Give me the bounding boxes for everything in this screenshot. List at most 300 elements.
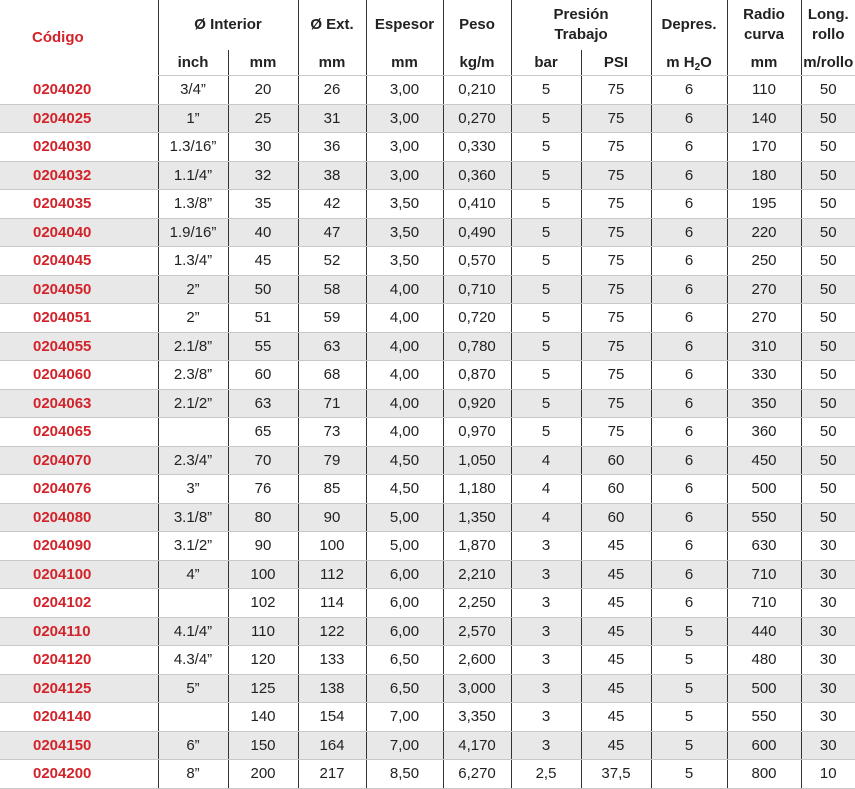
cell-inch: 1.1/4” <box>158 161 228 190</box>
header-presion-line1: Presión <box>553 6 609 23</box>
table-row <box>0 161 855 190</box>
cell-espesor: 8,50 <box>366 760 443 789</box>
header-long-line2: rollo <box>812 26 845 43</box>
header-presion <box>511 0 651 50</box>
table-row <box>0 760 855 789</box>
header-long <box>801 0 855 50</box>
cell-int-mm: 63 <box>228 389 298 418</box>
cell-bar: 3 <box>511 646 581 675</box>
cell-code: 0204051 <box>0 304 158 333</box>
cell-peso: 2,600 <box>443 646 511 675</box>
cell-radio: 140 <box>727 104 801 133</box>
cell-depres: 5 <box>651 731 727 760</box>
cell-bar: 5 <box>511 332 581 361</box>
cell-ext-mm: 38 <box>298 161 366 190</box>
cell-long: 50 <box>801 418 855 447</box>
header-long-line1: Long. <box>807 6 849 23</box>
cell-int-mm: 30 <box>228 133 298 162</box>
cell-peso: 3,000 <box>443 674 511 703</box>
table-row <box>0 218 855 247</box>
cell-ext-mm: 90 <box>298 503 366 532</box>
cell-int-mm: 50 <box>228 275 298 304</box>
cell-psi: 45 <box>581 703 651 732</box>
header-presion-line2: Trabajo <box>554 26 608 43</box>
cell-psi: 45 <box>581 532 651 561</box>
cell-long: 30 <box>801 589 855 618</box>
cell-code: 0204040 <box>0 218 158 247</box>
cell-depres: 6 <box>651 247 727 276</box>
cell-radio: 450 <box>727 446 801 475</box>
cell-espesor: 5,00 <box>366 532 443 561</box>
cell-code: 0204063 <box>0 389 158 418</box>
cell-bar: 4 <box>511 446 581 475</box>
table-row <box>0 446 855 475</box>
cell-peso: 1,050 <box>443 446 511 475</box>
cell-int-mm: 100 <box>228 560 298 589</box>
table-row <box>0 589 855 618</box>
cell-psi: 75 <box>581 418 651 447</box>
cell-ext-mm: 154 <box>298 703 366 732</box>
cell-long: 30 <box>801 674 855 703</box>
cell-ext-mm: 73 <box>298 418 366 447</box>
cell-int-mm: 40 <box>228 218 298 247</box>
cell-psi: 45 <box>581 646 651 675</box>
cell-code: 0204150 <box>0 731 158 760</box>
cell-psi: 45 <box>581 731 651 760</box>
cell-espesor: 7,00 <box>366 731 443 760</box>
cell-espesor: 4,00 <box>366 361 443 390</box>
cell-ext-mm: 42 <box>298 190 366 219</box>
cell-peso: 0,870 <box>443 361 511 390</box>
cell-code: 0204102 <box>0 589 158 618</box>
table-row <box>0 133 855 162</box>
unit-peso: kg/m <box>443 50 511 76</box>
cell-long: 50 <box>801 104 855 133</box>
cell-psi: 60 <box>581 446 651 475</box>
cell-ext-mm: 31 <box>298 104 366 133</box>
cell-peso: 0,710 <box>443 275 511 304</box>
cell-radio: 710 <box>727 589 801 618</box>
cell-int-mm: 120 <box>228 646 298 675</box>
cell-peso: 0,490 <box>443 218 511 247</box>
cell-inch: 1” <box>158 104 228 133</box>
cell-int-mm: 110 <box>228 617 298 646</box>
cell-ext-mm: 85 <box>298 475 366 504</box>
cell-ext-mm: 164 <box>298 731 366 760</box>
cell-int-mm: 51 <box>228 304 298 333</box>
cell-depres: 6 <box>651 532 727 561</box>
cell-inch: 3” <box>158 475 228 504</box>
cell-long: 30 <box>801 703 855 732</box>
cell-bar: 3 <box>511 589 581 618</box>
cell-psi: 45 <box>581 674 651 703</box>
cell-long: 30 <box>801 617 855 646</box>
cell-radio: 800 <box>727 760 801 789</box>
header-interior: Ø Interior <box>158 0 298 50</box>
cell-code: 0204120 <box>0 646 158 675</box>
header-espesor: Espesor <box>366 0 443 50</box>
cell-radio: 630 <box>727 532 801 561</box>
cell-ext-mm: 112 <box>298 560 366 589</box>
cell-long: 10 <box>801 760 855 789</box>
cell-psi: 75 <box>581 133 651 162</box>
cell-bar: 4 <box>511 475 581 504</box>
cell-psi: 37,5 <box>581 760 651 789</box>
cell-espesor: 4,00 <box>366 332 443 361</box>
cell-espesor: 3,50 <box>366 218 443 247</box>
cell-peso: 0,360 <box>443 161 511 190</box>
cell-bar: 5 <box>511 275 581 304</box>
cell-long: 50 <box>801 332 855 361</box>
cell-depres: 6 <box>651 218 727 247</box>
cell-espesor: 3,00 <box>366 104 443 133</box>
cell-inch: 6” <box>158 731 228 760</box>
cell-depres: 6 <box>651 275 727 304</box>
cell-espesor: 6,00 <box>366 617 443 646</box>
cell-peso: 0,210 <box>443 76 511 105</box>
cell-psi: 75 <box>581 161 651 190</box>
unit-bar: bar <box>511 50 581 76</box>
cell-peso: 0,410 <box>443 190 511 219</box>
cell-psi: 75 <box>581 361 651 390</box>
cell-radio: 250 <box>727 247 801 276</box>
cell-radio: 440 <box>727 617 801 646</box>
unit-depres-sub: 2 <box>694 62 701 73</box>
cell-psi: 45 <box>581 617 651 646</box>
cell-psi: 75 <box>581 247 651 276</box>
cell-inch: 3/4” <box>158 76 228 105</box>
cell-int-mm: 45 <box>228 247 298 276</box>
cell-int-mm: 65 <box>228 418 298 447</box>
cell-long: 50 <box>801 275 855 304</box>
cell-espesor: 4,00 <box>366 304 443 333</box>
cell-radio: 500 <box>727 674 801 703</box>
cell-psi: 45 <box>581 560 651 589</box>
cell-bar: 2,5 <box>511 760 581 789</box>
cell-bar: 3 <box>511 674 581 703</box>
cell-peso: 0,920 <box>443 389 511 418</box>
cell-ext-mm: 138 <box>298 674 366 703</box>
cell-bar: 5 <box>511 76 581 105</box>
cell-inch: 4” <box>158 560 228 589</box>
cell-inch <box>158 418 228 447</box>
cell-depres: 5 <box>651 674 727 703</box>
cell-code: 0204140 <box>0 703 158 732</box>
cell-psi: 75 <box>581 304 651 333</box>
cell-peso: 4,170 <box>443 731 511 760</box>
table-row <box>0 389 855 418</box>
cell-bar: 5 <box>511 104 581 133</box>
cell-espesor: 3,50 <box>366 247 443 276</box>
cell-long: 50 <box>801 161 855 190</box>
cell-depres: 6 <box>651 133 727 162</box>
cell-int-mm: 80 <box>228 503 298 532</box>
cell-espesor: 3,00 <box>366 76 443 105</box>
cell-espesor: 4,00 <box>366 418 443 447</box>
cell-inch: 2” <box>158 275 228 304</box>
cell-peso: 0,270 <box>443 104 511 133</box>
cell-ext-mm: 59 <box>298 304 366 333</box>
cell-peso: 3,350 <box>443 703 511 732</box>
table-body <box>0 76 855 789</box>
unit-radio: mm <box>727 50 801 76</box>
cell-espesor: 6,50 <box>366 646 443 675</box>
table-row <box>0 332 855 361</box>
cell-bar: 3 <box>511 560 581 589</box>
cell-peso: 1,870 <box>443 532 511 561</box>
cell-int-mm: 76 <box>228 475 298 504</box>
unit-ext-mm: mm <box>298 50 366 76</box>
cell-code: 0204060 <box>0 361 158 390</box>
table-row <box>0 275 855 304</box>
table-row <box>0 304 855 333</box>
cell-code: 0204055 <box>0 332 158 361</box>
cell-peso: 6,270 <box>443 760 511 789</box>
cell-long: 30 <box>801 560 855 589</box>
cell-espesor: 6,00 <box>366 560 443 589</box>
cell-peso: 2,570 <box>443 617 511 646</box>
header-depres: Depres. <box>651 0 727 50</box>
unit-int-mm: mm <box>228 50 298 76</box>
cell-radio: 180 <box>727 161 801 190</box>
cell-espesor: 6,00 <box>366 589 443 618</box>
cell-long: 50 <box>801 361 855 390</box>
cell-ext-mm: 68 <box>298 361 366 390</box>
cell-peso: 2,210 <box>443 560 511 589</box>
table-row <box>0 190 855 219</box>
cell-depres: 6 <box>651 475 727 504</box>
cell-depres: 5 <box>651 703 727 732</box>
cell-radio: 550 <box>727 503 801 532</box>
cell-long: 50 <box>801 475 855 504</box>
cell-long: 30 <box>801 532 855 561</box>
unit-esp-mm: mm <box>366 50 443 76</box>
cell-inch: 2.1/2” <box>158 389 228 418</box>
cell-code: 0204065 <box>0 418 158 447</box>
cell-long: 50 <box>801 389 855 418</box>
cell-ext-mm: 47 <box>298 218 366 247</box>
cell-ext-mm: 133 <box>298 646 366 675</box>
cell-psi: 75 <box>581 275 651 304</box>
cell-inch: 4.1/4” <box>158 617 228 646</box>
cell-espesor: 3,00 <box>366 161 443 190</box>
cell-depres: 6 <box>651 503 727 532</box>
cell-inch: 2.1/8” <box>158 332 228 361</box>
cell-ext-mm: 114 <box>298 589 366 618</box>
table-row <box>0 503 855 532</box>
cell-bar: 5 <box>511 190 581 219</box>
table-row <box>0 247 855 276</box>
cell-bar: 5 <box>511 304 581 333</box>
table-row <box>0 475 855 504</box>
cell-depres: 6 <box>651 332 727 361</box>
cell-inch: 8” <box>158 760 228 789</box>
cell-long: 50 <box>801 133 855 162</box>
cell-psi: 75 <box>581 190 651 219</box>
cell-code: 0204125 <box>0 674 158 703</box>
cell-radio: 480 <box>727 646 801 675</box>
table-row <box>0 361 855 390</box>
cell-depres: 6 <box>651 76 727 105</box>
cell-peso: 2,250 <box>443 589 511 618</box>
cell-ext-mm: 52 <box>298 247 366 276</box>
table-row <box>0 646 855 675</box>
cell-radio: 350 <box>727 389 801 418</box>
cell-code: 0204025 <box>0 104 158 133</box>
cell-depres: 5 <box>651 617 727 646</box>
table-row <box>0 617 855 646</box>
header-row-titles <box>0 0 855 50</box>
table-row <box>0 703 855 732</box>
cell-depres: 6 <box>651 589 727 618</box>
cell-code: 0204020 <box>0 76 158 105</box>
cell-depres: 6 <box>651 361 727 390</box>
cell-int-mm: 35 <box>228 190 298 219</box>
header-radio-line2: curva <box>744 26 785 43</box>
cell-depres: 5 <box>651 646 727 675</box>
cell-int-mm: 55 <box>228 332 298 361</box>
unit-depres-post: O <box>700 54 712 71</box>
cell-radio: 270 <box>727 304 801 333</box>
cell-psi: 60 <box>581 503 651 532</box>
cell-radio: 710 <box>727 560 801 589</box>
table-row <box>0 76 855 105</box>
table-row <box>0 731 855 760</box>
cell-peso: 0,720 <box>443 304 511 333</box>
table-row <box>0 104 855 133</box>
cell-ext-mm: 122 <box>298 617 366 646</box>
cell-peso: 0,570 <box>443 247 511 276</box>
cell-inch: 3.1/2” <box>158 532 228 561</box>
cell-long: 50 <box>801 446 855 475</box>
cell-ext-mm: 100 <box>298 532 366 561</box>
cell-int-mm: 20 <box>228 76 298 105</box>
cell-inch: 2.3/4” <box>158 446 228 475</box>
cell-inch: 1.3/8” <box>158 190 228 219</box>
cell-code: 0204200 <box>0 760 158 789</box>
header-peso: Peso <box>443 0 511 50</box>
cell-int-mm: 125 <box>228 674 298 703</box>
cell-espesor: 4,00 <box>366 275 443 304</box>
cell-code: 0204110 <box>0 617 158 646</box>
cell-peso: 1,350 <box>443 503 511 532</box>
cell-depres: 6 <box>651 446 727 475</box>
cell-long: 50 <box>801 503 855 532</box>
cell-code: 0204050 <box>0 275 158 304</box>
cell-int-mm: 200 <box>228 760 298 789</box>
header-radio-line1: Radio <box>743 6 785 23</box>
cell-bar: 5 <box>511 389 581 418</box>
header-radio <box>727 0 801 50</box>
table-row <box>0 418 855 447</box>
cell-inch: 4.3/4” <box>158 646 228 675</box>
cell-inch: 3.1/8” <box>158 503 228 532</box>
cell-depres: 6 <box>651 304 727 333</box>
cell-long: 50 <box>801 190 855 219</box>
cell-long: 50 <box>801 247 855 276</box>
table-row <box>0 674 855 703</box>
cell-radio: 310 <box>727 332 801 361</box>
table-row <box>0 560 855 589</box>
cell-ext-mm: 58 <box>298 275 366 304</box>
cell-bar: 5 <box>511 161 581 190</box>
header-ext: Ø Ext. <box>298 0 366 50</box>
cell-espesor: 4,50 <box>366 475 443 504</box>
cell-psi: 75 <box>581 76 651 105</box>
cell-psi: 60 <box>581 475 651 504</box>
cell-radio: 170 <box>727 133 801 162</box>
cell-peso: 0,330 <box>443 133 511 162</box>
cell-espesor: 6,50 <box>366 674 443 703</box>
header-codigo: Código <box>32 28 84 46</box>
cell-int-mm: 32 <box>228 161 298 190</box>
cell-inch <box>158 703 228 732</box>
cell-long: 50 <box>801 218 855 247</box>
cell-ext-mm: 217 <box>298 760 366 789</box>
cell-depres: 6 <box>651 104 727 133</box>
unit-long: m/rollo <box>801 50 855 76</box>
cell-int-mm: 70 <box>228 446 298 475</box>
cell-radio: 330 <box>727 361 801 390</box>
cell-long: 50 <box>801 304 855 333</box>
cell-radio: 500 <box>727 475 801 504</box>
cell-bar: 5 <box>511 218 581 247</box>
cell-peso: 1,180 <box>443 475 511 504</box>
cell-radio: 270 <box>727 275 801 304</box>
cell-code: 0204035 <box>0 190 158 219</box>
cell-int-mm: 60 <box>228 361 298 390</box>
cell-int-mm: 102 <box>228 589 298 618</box>
cell-bar: 5 <box>511 361 581 390</box>
unit-psi: PSI <box>581 50 651 76</box>
cell-espesor: 5,00 <box>366 503 443 532</box>
table-row <box>0 532 855 561</box>
unit-depres <box>651 50 727 76</box>
cell-radio: 550 <box>727 703 801 732</box>
cell-inch <box>158 589 228 618</box>
unit-depres-pre: m H <box>666 54 695 71</box>
cell-psi: 45 <box>581 589 651 618</box>
cell-ext-mm: 71 <box>298 389 366 418</box>
cell-espesor: 7,00 <box>366 703 443 732</box>
cell-ext-mm: 79 <box>298 446 366 475</box>
cell-radio: 600 <box>727 731 801 760</box>
cell-bar: 5 <box>511 418 581 447</box>
cell-depres: 6 <box>651 560 727 589</box>
cell-ext-mm: 26 <box>298 76 366 105</box>
cell-int-mm: 140 <box>228 703 298 732</box>
cell-radio: 220 <box>727 218 801 247</box>
cell-long: 30 <box>801 646 855 675</box>
cell-radio: 360 <box>727 418 801 447</box>
cell-code: 0204090 <box>0 532 158 561</box>
cell-peso: 0,780 <box>443 332 511 361</box>
cell-long: 30 <box>801 731 855 760</box>
cell-psi: 75 <box>581 104 651 133</box>
cell-code: 0204030 <box>0 133 158 162</box>
cell-code: 0204076 <box>0 475 158 504</box>
table-header <box>0 0 855 76</box>
cell-bar: 3 <box>511 731 581 760</box>
cell-code: 0204045 <box>0 247 158 276</box>
cell-depres: 6 <box>651 389 727 418</box>
cell-peso: 0,970 <box>443 418 511 447</box>
cell-code: 0204070 <box>0 446 158 475</box>
cell-ext-mm: 63 <box>298 332 366 361</box>
cell-ext-mm: 36 <box>298 133 366 162</box>
cell-depres: 6 <box>651 190 727 219</box>
cell-int-mm: 150 <box>228 731 298 760</box>
